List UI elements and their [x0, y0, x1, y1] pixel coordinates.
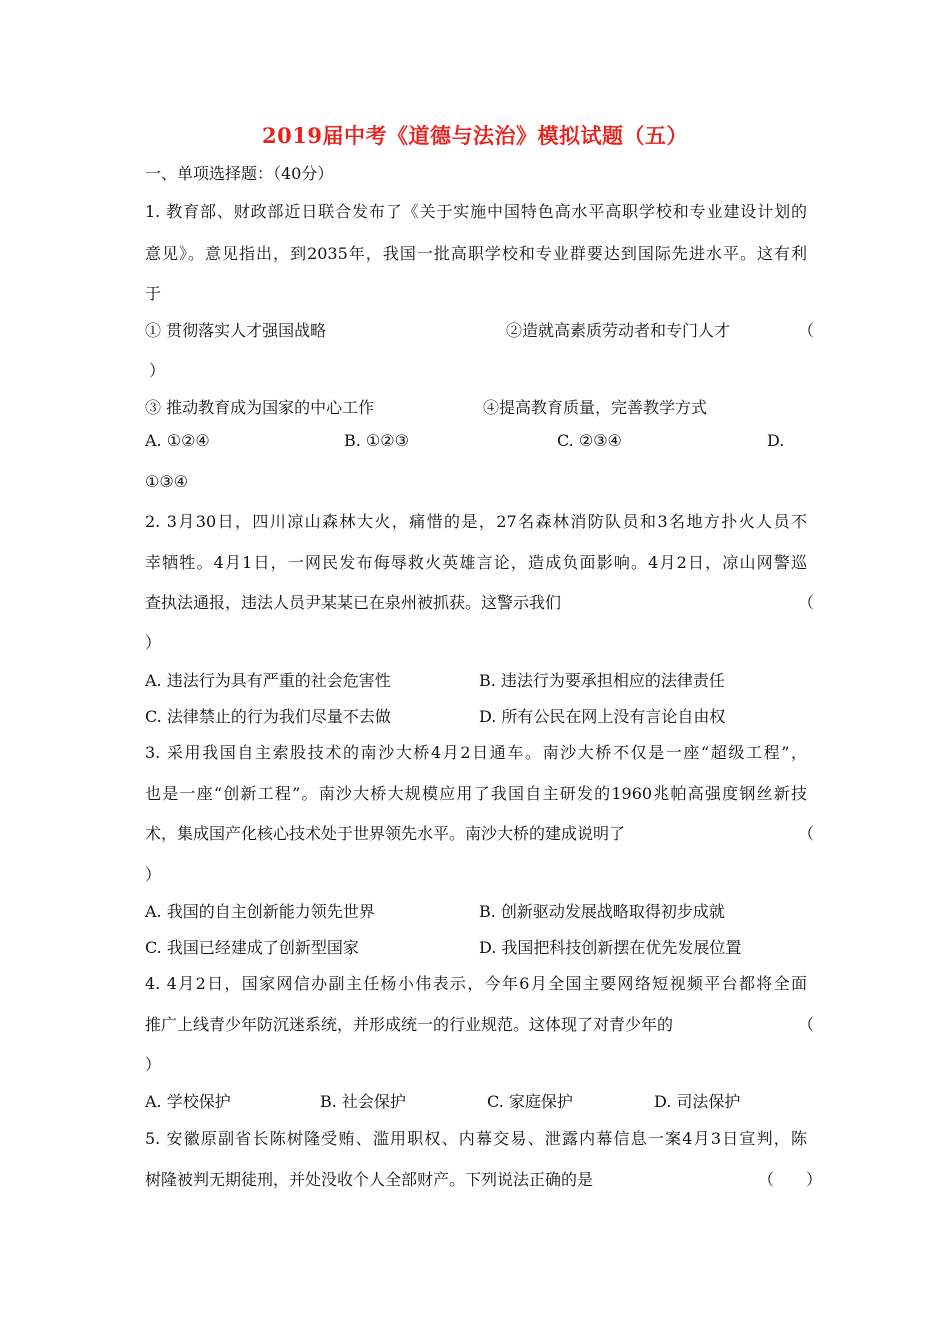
question-4-paren-open: （	[798, 1015, 815, 1034]
question-1-option-d-value: ①③④	[145, 472, 189, 491]
question-2-text-line-1: 2. 3月30日，四川凉山森林大火，痛惜的是，27名森林消防队员和3名地方扑火人员不	[145, 512, 807, 531]
question-3-option-c: C. 我国已经建成了创新型国家	[145, 938, 359, 957]
question-1-text-line-3: 于	[145, 284, 162, 303]
question-3-paren-open: （	[798, 824, 815, 843]
question-4-option-b: B. 社会保护	[320, 1092, 406, 1111]
question-4-option-c: C. 家庭保护	[487, 1092, 573, 1111]
question-1-statement-4: ④提高教育质量，完善教学方式	[483, 398, 708, 417]
question-4-text-line-2: 推广上线青少年防沉迷系统，并形成统一的行业规范。这体现了对青少年的	[145, 1015, 674, 1034]
question-2-option-a: A. 违法行为具有严重的社会危害性	[145, 671, 391, 690]
question-2-option-d: D. 所有公民在网上没有言论自由权	[479, 707, 726, 726]
question-2-option-c: C. 法律禁止的行为我们尽量不去做	[145, 707, 391, 726]
question-1-statement-1: ① 贯彻落实人才强国战略	[145, 321, 327, 340]
question-2-option-b: B. 违法行为要承担相应的法律责任	[479, 671, 725, 690]
question-1-text-line-1: 1. 教育部、财政部近日联合发布了《关于实施中国特色高水平高职学校和专业建设计划的	[145, 202, 807, 221]
question-1-option-c: C. ②③④	[557, 431, 622, 450]
question-1-statement-2: ②造就高素质劳动者和专门人才	[506, 321, 731, 340]
question-3-paren-close: ）	[145, 865, 162, 884]
question-1-option-d: D.	[767, 431, 785, 450]
page-title: 2019届中考《道德与法治》模拟试题（五）	[262, 123, 688, 148]
question-5-text-line-1: 5. 安徽原副省长陈树隆受贿、滥用职权、内幕交易、泄露内幕信息一案4月3日宣判，陈	[145, 1129, 807, 1148]
question-4-option-d: D. 司法保护	[654, 1092, 741, 1111]
section-heading: 一、单项选择题：（40分）	[145, 164, 334, 183]
question-4-text-line-1: 4. 4月2日，国家网信办副主任杨小伟表示，今年6月全国主要网络短视频平台都将全面	[145, 974, 807, 993]
question-3-option-b: B. 创新驱动发展战略取得初步成就	[479, 902, 725, 921]
question-3-text-line-3: 术，集成国产化核心技术处于世界领先水平。南沙大桥的建成说明了	[145, 824, 626, 843]
question-1-paren-close: ）	[149, 361, 166, 380]
question-5-text-line-2: 树隆被判无期徒刑，并处没收个人全部财产。下列说法正确的是	[145, 1170, 594, 1189]
question-1-option-b: B. ①②③	[344, 431, 409, 450]
question-4-option-a: A. 学校保护	[145, 1092, 231, 1111]
question-1-statement-3: ③ 推动教育成为国家的中心工作	[145, 398, 375, 417]
question-3-text-line-1: 3. 采用我国自主索股技术的南沙大桥4月2日通车。南沙大桥不仅是一座“超级工程”，	[145, 743, 807, 762]
question-1-text-line-2: 意见》。意见指出，到2035年，我国一批高职学校和专业群要达到国际先进水平。这有利	[145, 244, 807, 263]
question-3-text-line-2: 也是一座“创新工程”。南沙大桥大规模应用了我国自主研发的1960兆帕高强度钢丝新技	[145, 784, 807, 803]
question-5-answer-paren: （ ）	[758, 1170, 823, 1189]
question-2-text-line-2: 幸牺牲。4月1日，一网民发布侮辱救火英雄言论，造成负面影响。4月2日，凉山网警巡	[145, 553, 807, 572]
question-2-paren-close: ）	[145, 633, 162, 652]
question-2-paren-open: （	[798, 593, 815, 612]
question-3-option-a: A. 我国的自主创新能力领先世界	[145, 902, 375, 921]
question-1-paren-open: （	[798, 321, 815, 340]
question-2-text-line-3: 查执法通报，违法人员尹某某已在泉州被抓获。这警示我们	[145, 593, 562, 612]
question-4-paren-close: ）	[145, 1055, 162, 1074]
question-1-option-a: A. ①②④	[145, 431, 210, 450]
question-3-option-d: D. 我国把科技创新摆在优先发展位置	[479, 938, 742, 957]
